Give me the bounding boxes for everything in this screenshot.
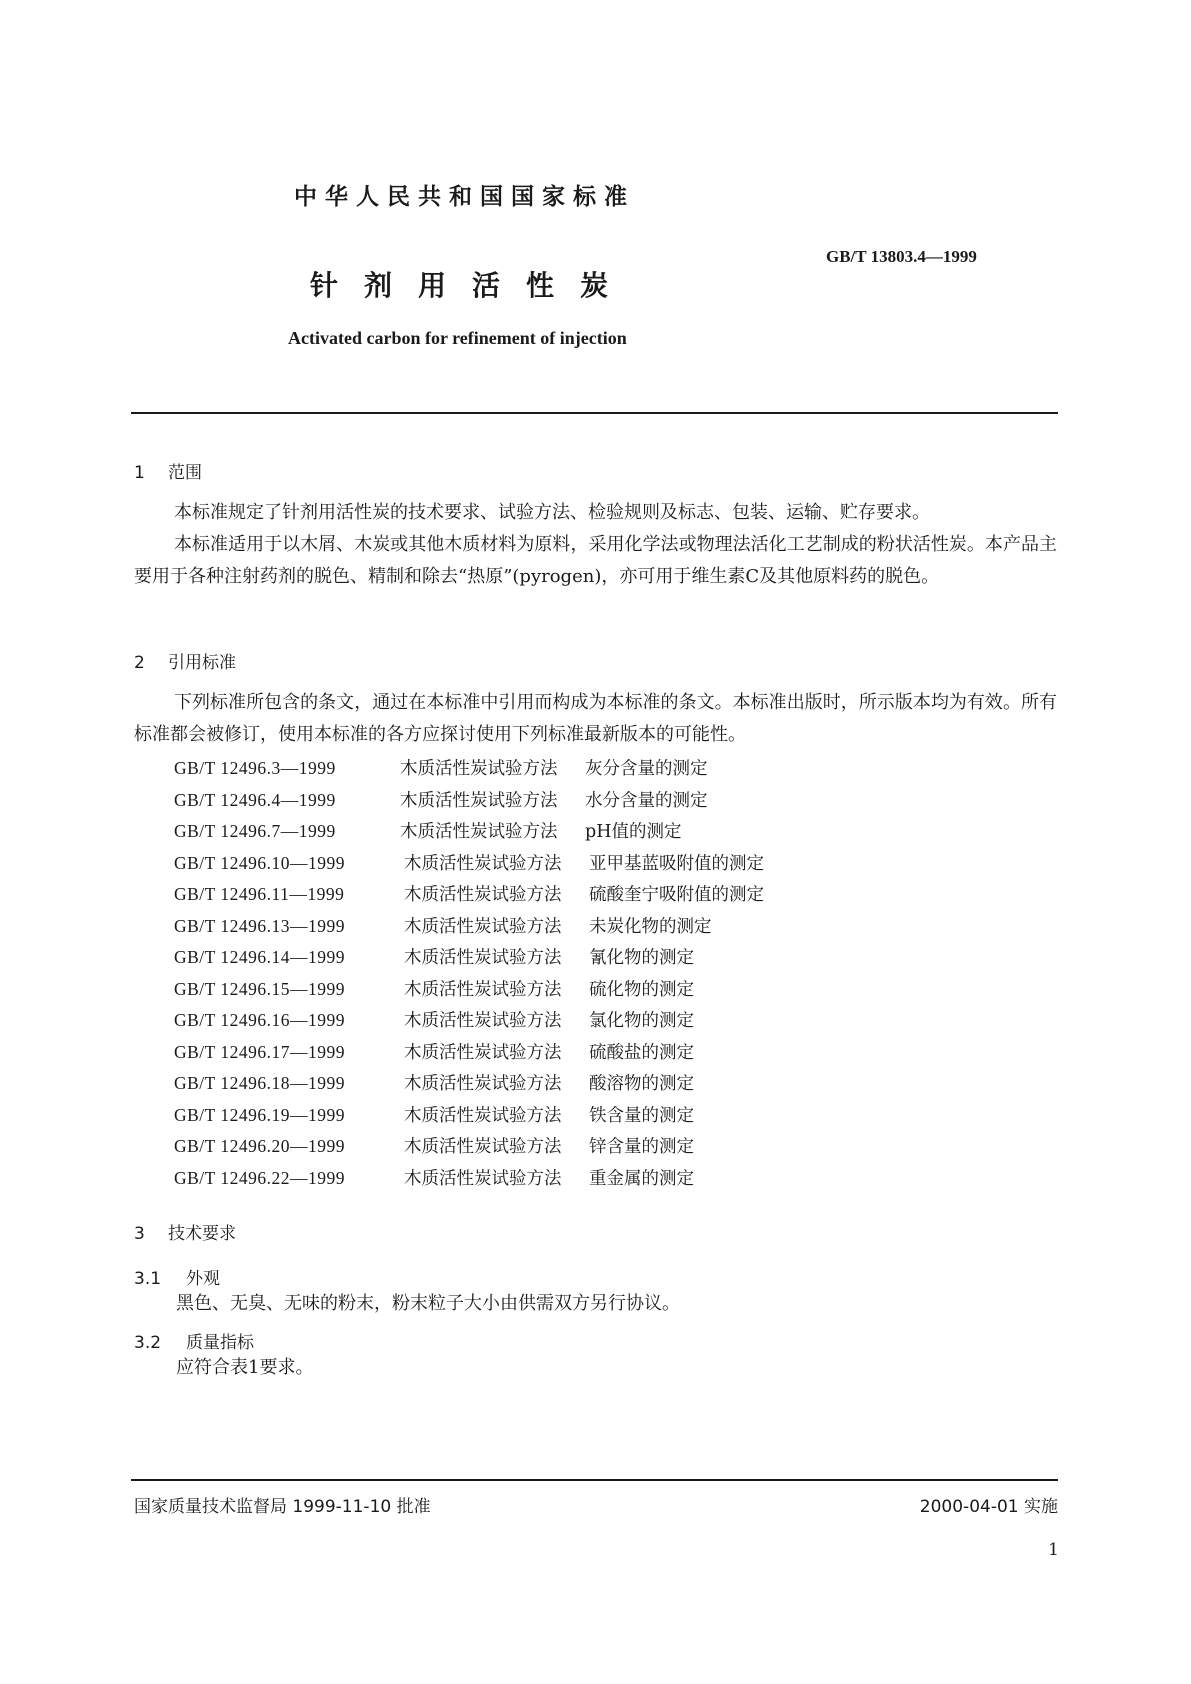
reference-code: GB/T 12496.20—1999 — [174, 1136, 346, 1156]
subsection-3-2-text: 应符合表1要求。 — [176, 1357, 314, 1378]
reference-item-title: 铁含量的测定 — [589, 1105, 694, 1126]
reference-method: 木质活性炭试验方法 — [404, 979, 562, 1000]
reference-method: 木质活性炭试验方法 — [404, 1042, 562, 1063]
reference-item-title: 重金属的测定 — [589, 1168, 694, 1189]
section-number: 1 — [134, 463, 145, 483]
document-subtitle-english: Activated carbon for refinement of injection — [288, 328, 627, 348]
standard-code — [826, 247, 977, 267]
section-1-paragraph-1: 本标准规定了针剂用活性炭的技术要求、试验方法、检验规则及标志、包装、运输、贮存要求。 — [174, 502, 930, 523]
reference-code: GB/T 12496.7—1999 — [174, 821, 336, 841]
reference-code: GB/T 12496.19—1999 — [174, 1104, 346, 1125]
reference-method: 木质活性炭试验方法 — [404, 1011, 562, 1031]
section-title: 范围 — [168, 463, 202, 483]
reference-item-title: 氯化物的测定 — [589, 1011, 694, 1031]
reference-method: 木质活性炭试验方法 — [404, 853, 562, 874]
subsection-number: 3.2 — [134, 1333, 162, 1353]
reference-item — [174, 1100, 764, 1132]
subsection-title: 外观 — [186, 1269, 220, 1289]
reference-item-title: 硫化物的测定 — [589, 979, 694, 1000]
reference-item — [174, 1005, 764, 1037]
reference-item-title: 水分含量的测定 — [585, 790, 708, 811]
document-title: 针剂用活性炭 — [310, 269, 635, 302]
reference-item — [174, 879, 764, 911]
reference-method: 木质活性炭试验方法 — [404, 948, 562, 968]
subsection-number: 3.1 — [134, 1269, 162, 1289]
section-1-heading — [134, 458, 202, 483]
reference-code: GB/T 12496.4—1999 — [174, 789, 336, 810]
reference-item — [174, 785, 764, 817]
reference-item — [174, 1163, 764, 1195]
section-title: 技术要求 — [168, 1224, 236, 1244]
section-title: 引用标准 — [168, 653, 236, 673]
reference-code: GB/T 12496.11—1999 — [174, 884, 345, 904]
header-divider — [131, 412, 1058, 414]
reference-method: 木质活性炭试验方法 — [404, 916, 562, 937]
reference-item-title: pH值的测定 — [585, 822, 682, 842]
reference-list — [174, 753, 764, 1194]
section-1-paragraph-2: 本标准适用于以木屑、木炭或其他木质材料为原料，采用化学法或物理法活化工艺制成的粉状活性炭。本产品主要用于各种注射药剂的脱色、精制和除去“热原”(pyrogen)，亦可用于维生素C及其他原料药的脱色。 — [134, 534, 1057, 587]
reference-method: 木质活性炭试验方法 — [404, 885, 562, 905]
subsection-3-1-heading — [134, 1264, 220, 1289]
reference-item — [174, 1037, 764, 1069]
reference-method: 木质活性炭试验方法 — [404, 1105, 562, 1126]
reference-method: 木质活性炭试验方法 — [400, 759, 558, 779]
reference-code: GB/T 12496.22—1999 — [174, 1167, 346, 1188]
reference-method: 木质活性炭试验方法 — [400, 790, 558, 811]
section-2-paragraph: 下列标准所包含的条文，通过在本标准中引用而构成为本标准的条文。本标准出版时，所示版本均为有效。所有标准都会被修订，使用本标准的各方应探讨使用下列标准最新版本的可能性。 — [134, 692, 1057, 745]
reference-code: GB/T 12496.15—1999 — [174, 978, 346, 999]
reference-code: GB/T 12496.13—1999 — [174, 915, 346, 936]
section-number: 2 — [134, 653, 145, 673]
subsection-3-1-text: 黑色、无臭、无味的粉末，粉末粒子大小由供需双方另行协议。 — [176, 1293, 680, 1314]
footer-divider — [131, 1479, 1058, 1481]
reference-item-title: 硫酸盐的测定 — [589, 1042, 694, 1063]
reference-item — [174, 753, 764, 785]
subsection-3-2-heading — [134, 1328, 254, 1353]
reference-item-title: 酸溶物的测定 — [589, 1074, 694, 1094]
subsection-title: 质量指标 — [186, 1333, 254, 1353]
reference-code: GB/T 12496.3—1999 — [174, 758, 336, 778]
reference-item-title: 硫酸奎宁吸附值的测定 — [589, 885, 764, 905]
approval-statement: 国家质量技术监督局 1999-11-10 批准 — [134, 1497, 431, 1517]
page-number: 1 — [1048, 1540, 1059, 1560]
implementation-date: 2000-04-01 实施 — [919, 1497, 1058, 1517]
reference-method: 木质活性炭试验方法 — [400, 822, 558, 842]
reference-method: 木质活性炭试验方法 — [404, 1137, 562, 1157]
reference-code: GB/T 12496.10—1999 — [174, 852, 346, 873]
reference-code: GB/T 12496.16—1999 — [174, 1010, 346, 1030]
reference-code: GB/T 12496.14—1999 — [174, 947, 346, 967]
reference-method: 木质活性炭试验方法 — [404, 1074, 562, 1094]
section-2-heading — [134, 648, 236, 673]
reference-item-title: 氰化物的测定 — [589, 948, 694, 968]
reference-item-title: 锌含量的测定 — [589, 1137, 694, 1157]
reference-item — [174, 911, 764, 943]
reference-item — [174, 1131, 764, 1163]
standard-category-title: 中华人民共和国国家标准 — [294, 184, 635, 210]
reference-item — [174, 816, 764, 848]
standard-code-text: GB/T 13803.4—1999 — [826, 247, 977, 266]
section-number: 3 — [134, 1224, 145, 1244]
reference-item — [174, 848, 764, 880]
reference-method: 木质活性炭试验方法 — [404, 1168, 562, 1189]
reference-item — [174, 942, 764, 974]
reference-item — [174, 1068, 764, 1100]
reference-item-title: 灰分含量的测定 — [585, 759, 708, 779]
reference-code: GB/T 12496.18—1999 — [174, 1073, 346, 1093]
reference-item — [174, 974, 764, 1006]
reference-item-title: 未炭化物的测定 — [589, 916, 712, 937]
reference-item-title: 亚甲基蓝吸附值的测定 — [589, 853, 764, 874]
section-3-heading — [134, 1219, 236, 1244]
reference-code: GB/T 12496.17—1999 — [174, 1041, 346, 1062]
